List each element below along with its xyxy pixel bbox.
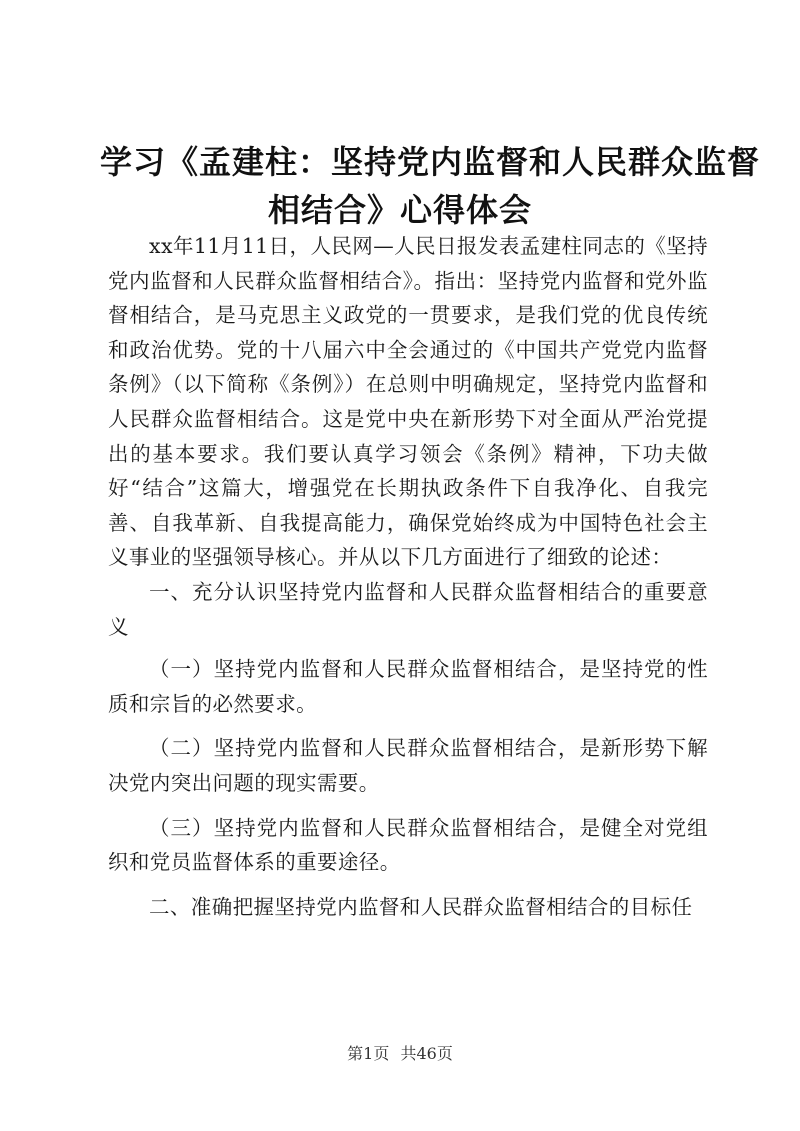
page-footer — [0, 1044, 800, 1064]
subpoint-1: （一）坚持党内监督和人民群众监督相结合，是坚持党的性质和宗旨的必然要求。 — [108, 657, 708, 716]
subpoint-2: （二）坚持党内监督和人民群众监督相结合，是新形势下解决党内突出问题的现实需要。 — [108, 736, 708, 795]
title-line-2: 相结合》心得体会 — [267, 191, 532, 229]
section-heading-2: 二、准确把握坚持党内监督和人民群众监督相结合的目标任 — [149, 894, 693, 919]
section-heading-1: 一、充分认识坚持党内监督和人民群众监督相结合的重要意义 — [108, 579, 708, 639]
subpoint-3: （三）坚持党内监督和人民群众监督相结合，是健全对党组织和党员监督体系的重要途径。 — [108, 815, 708, 875]
document-title — [100, 138, 761, 234]
page-total: 共46页 — [400, 1044, 453, 1063]
document-body — [108, 229, 708, 924]
page-number: 第1页 — [347, 1044, 390, 1063]
title-line-1: 学习《孟建柱：坚持党内监督和人民群众监督 — [100, 143, 761, 181]
intro-paragraph: xx年11月11日，人民网—人民日报发表孟建柱同志的《坚持党内监督和人民群众监督相结合》。指出：坚持党内监督和党外监督相结合，是马克思主义政党的一贯要求，是我们党的优良传统和政治优势。党的十八届六中全会通过的《中国共产党党内监督条例》（以下简称《条例》）在总则中明确规定，坚持党内监督和人民群众监督相结合。这是党中央在新形势下对全面从严治党提出的基本要求。我们要认真学习领会《条例》精神，下功夫做好“结合”这篇大，增强党在长期执政条件下自我净化、自我完善、自我革新、自我提高能力，确保党始终成为中国特色社会主义事业的坚强领导核心。并从以下几方面进行了细致的论述： — [108, 234, 708, 570]
